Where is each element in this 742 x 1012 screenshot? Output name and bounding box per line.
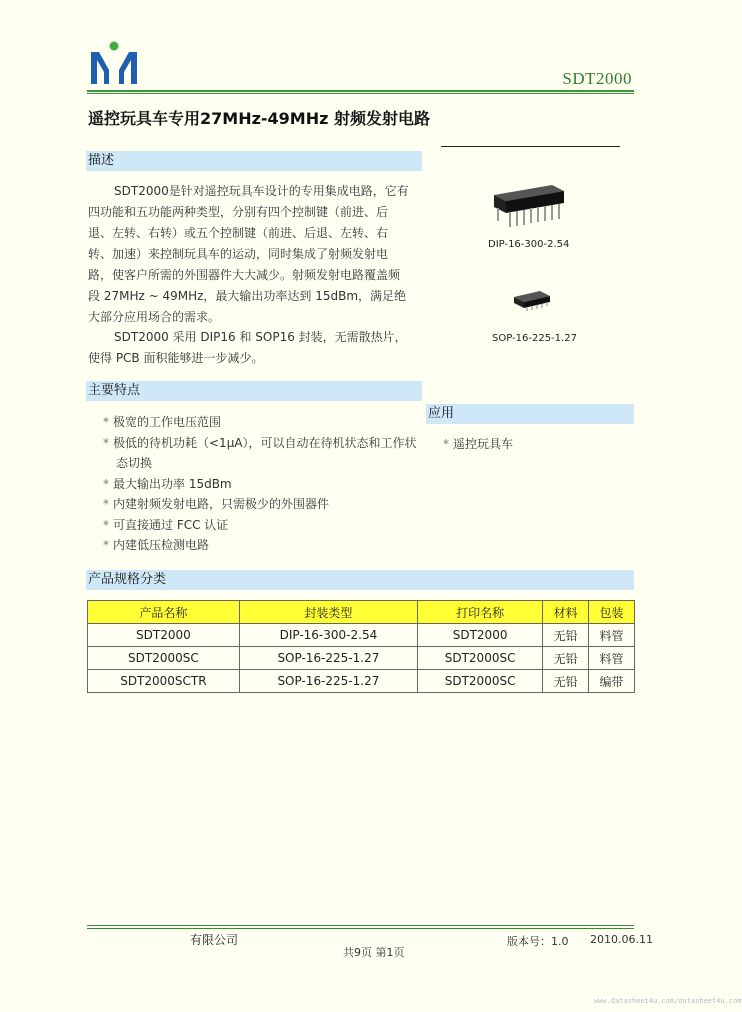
- header-rule-thin: [87, 93, 634, 94]
- table-cell: SDT2000SC: [418, 670, 543, 693]
- table-cell: SDT2000SCTR: [88, 670, 240, 693]
- column-header: 包装: [589, 601, 635, 624]
- section-features-heading: 主要特点: [86, 381, 422, 401]
- table-cell: SDT2000SC: [88, 647, 240, 670]
- footer-company: 有限公司: [190, 933, 239, 947]
- column-header: 材料: [543, 601, 589, 624]
- feature-item: * 极宽的工作电压范围: [103, 415, 222, 429]
- footer-version: 版本号：1.0: [507, 935, 569, 948]
- table-cell: 无铅: [543, 647, 589, 670]
- table-row: [88, 670, 635, 693]
- table-cell: SOP-16-225-1.27: [239, 670, 417, 693]
- sop-package-label: SOP-16-225-1.27: [492, 333, 577, 344]
- dip-package-label: DIP-16-300-2.54: [488, 239, 570, 250]
- table-cell: SOP-16-225-1.27: [239, 647, 417, 670]
- feature-item: * 内建射频发射电路，只需极少的外围器件: [103, 497, 330, 511]
- column-header: 打印名称: [418, 601, 543, 624]
- description-paragraph-1: SDT2000是针对遥控玩具车设计的专用集成电路，它有四功能和五功能两种类型，分别有四个控制键（前进、后退、左转、右转）或五个控制键（前进、后退、左转、右转、加速）来控制玩具车的运动，同时集成了射频发射电路，使客户所需的外围器件大大减少。射频发射电路覆盖频段 27MHz ~ 49MHz，最大输出功率达到 15dBm，满足绝大部分应用场合的需求。: [88, 184, 409, 324]
- footer-page-number: 共9页 第1页: [343, 946, 405, 959]
- section-spec-heading: 产品规格分类: [86, 570, 634, 590]
- company-logo-icon: [87, 40, 141, 86]
- table-row: [88, 624, 635, 647]
- table-cell: SDT2000: [88, 624, 240, 647]
- bullet-star-icon: *: [103, 517, 109, 532]
- document-title: 遥控玩具车专用27MHz-49MHz 射频发射电路: [88, 109, 430, 128]
- table-header-row: [88, 601, 635, 624]
- title-underline: [441, 146, 620, 147]
- section-applications-heading: 应用: [426, 404, 634, 424]
- application-item: * 遥控玩具车: [443, 437, 514, 451]
- part-number: SDT2000: [562, 69, 632, 88]
- feature-item: * 极低的待机功耗（<1μA），可以自动在待机状态和工作状态切换: [103, 435, 417, 470]
- bullet-star-icon: *: [103, 497, 109, 511]
- bullet-star-icon: *: [103, 435, 109, 450]
- table-cell: SDT2000: [418, 624, 543, 647]
- bullet-star-icon: *: [103, 415, 109, 429]
- table-cell: 无铅: [543, 624, 589, 647]
- bullet-star-icon: *: [103, 538, 109, 552]
- feature-item: * 最大输出功率 15dBm: [103, 476, 232, 491]
- bullet-star-icon: *: [103, 476, 109, 491]
- table-row: [88, 647, 635, 670]
- table-cell: DIP-16-300-2.54: [239, 624, 417, 647]
- footer-date: 2010.06.11: [590, 933, 653, 946]
- bullet-star-icon: *: [443, 437, 449, 451]
- section-description-heading: 描述: [86, 151, 422, 171]
- spec-table: [87, 600, 635, 693]
- table-cell: SDT2000SC: [418, 647, 543, 670]
- column-header: 封装类型: [239, 601, 417, 624]
- features-list: [103, 412, 423, 556]
- dip16-package-icon: [488, 183, 568, 235]
- table-cell: 料管: [589, 647, 635, 670]
- applications-list: [443, 434, 623, 455]
- sop16-package-icon: [510, 287, 554, 313]
- feature-item: * 内建低压检测电路: [103, 538, 210, 552]
- column-header: 产品名称: [88, 601, 240, 624]
- table-cell: 料管: [589, 624, 635, 647]
- table-cell: 无铅: [543, 670, 589, 693]
- watermark: www.datasheet4u.com/datasheet4u.com: [594, 997, 742, 1005]
- footer-rule: [87, 925, 634, 926]
- description-paragraph-2: SDT2000 采用 DIP16 和 SOP16 封装，无需散热片，使得 PCB 面积能够进一步减少。: [88, 330, 407, 365]
- header-rule: [87, 90, 634, 92]
- feature-item: * 可直接通过 FCC 认证: [103, 517, 229, 532]
- footer-rule-thin: [87, 928, 634, 929]
- table-cell: 编带: [589, 670, 635, 693]
